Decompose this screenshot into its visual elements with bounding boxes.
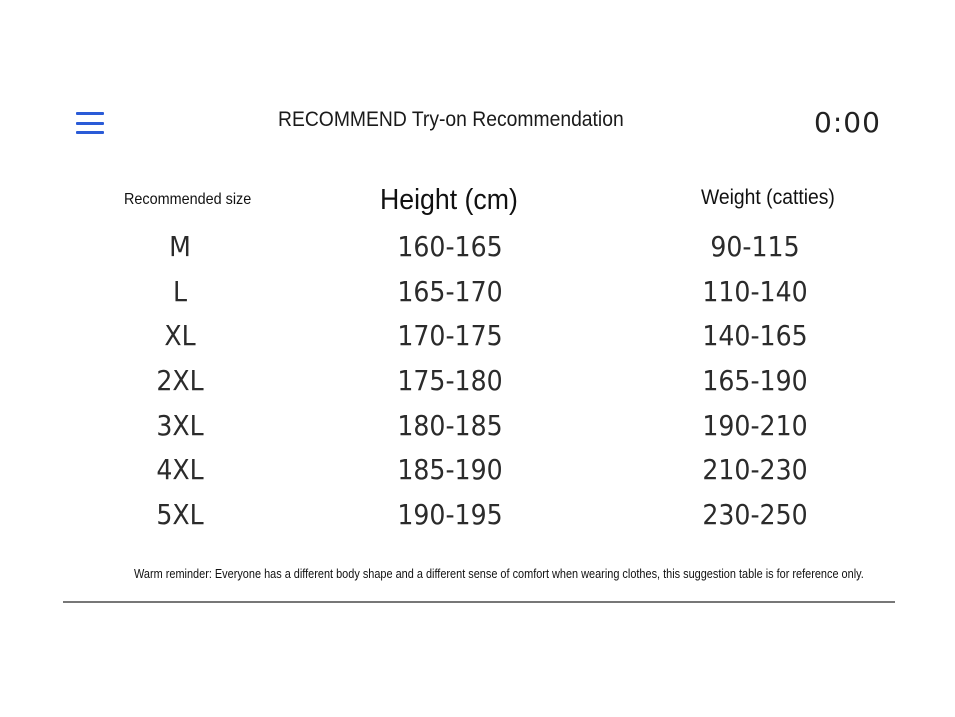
menu-bar (76, 112, 104, 115)
size-cell: 4XL (156, 453, 204, 487)
height-cell: 160-165 (397, 230, 503, 263)
size-cell: XL (164, 319, 196, 353)
hamburger-menu-icon[interactable] (76, 112, 104, 134)
divider (63, 601, 895, 603)
timer-display: 0:00 (814, 106, 881, 139)
size-cell: 3XL (156, 408, 204, 442)
height-cell: 170-175 (397, 319, 503, 353)
height-cell: 180-185 (397, 408, 503, 442)
menu-bar (76, 131, 104, 134)
weight-cell: 110-140 (702, 274, 808, 308)
weight-cell: 190-210 (702, 408, 808, 442)
column-header-height: Height (cm) (380, 184, 518, 216)
weight-cell: 90-115 (710, 230, 800, 263)
page-title: RECOMMEND Try-on Recommendation (278, 108, 624, 131)
table-row (0, 494, 955, 539)
column-header-size: Recommended size (124, 191, 252, 208)
reminder-text: Warm reminder: Everyone has a different body shape and a different sense of comfort when wearing clothes, this suggestion table is for reference only. (134, 566, 864, 581)
size-cell: L (172, 274, 188, 308)
table-row (0, 271, 955, 316)
size-cell: M (169, 230, 191, 263)
height-cell: 165-170 (397, 274, 503, 308)
table-row (0, 360, 955, 405)
menu-bar (76, 122, 104, 125)
size-cell: 2XL (156, 364, 204, 398)
table-row (0, 315, 955, 360)
weight-cell: 210-230 (702, 453, 808, 487)
height-cell: 185-190 (397, 453, 503, 487)
weight-cell: 165-190 (702, 364, 808, 398)
size-table (0, 226, 955, 539)
table-row (0, 449, 955, 494)
weight-cell: 230-250 (702, 498, 808, 532)
table-row (0, 405, 955, 450)
column-header-weight: Weight (catties) (701, 186, 835, 209)
height-cell: 190-195 (397, 498, 503, 532)
size-cell: 5XL (156, 498, 204, 532)
height-cell: 175-180 (397, 364, 503, 398)
table-row (0, 226, 955, 271)
weight-cell: 140-165 (702, 319, 808, 353)
